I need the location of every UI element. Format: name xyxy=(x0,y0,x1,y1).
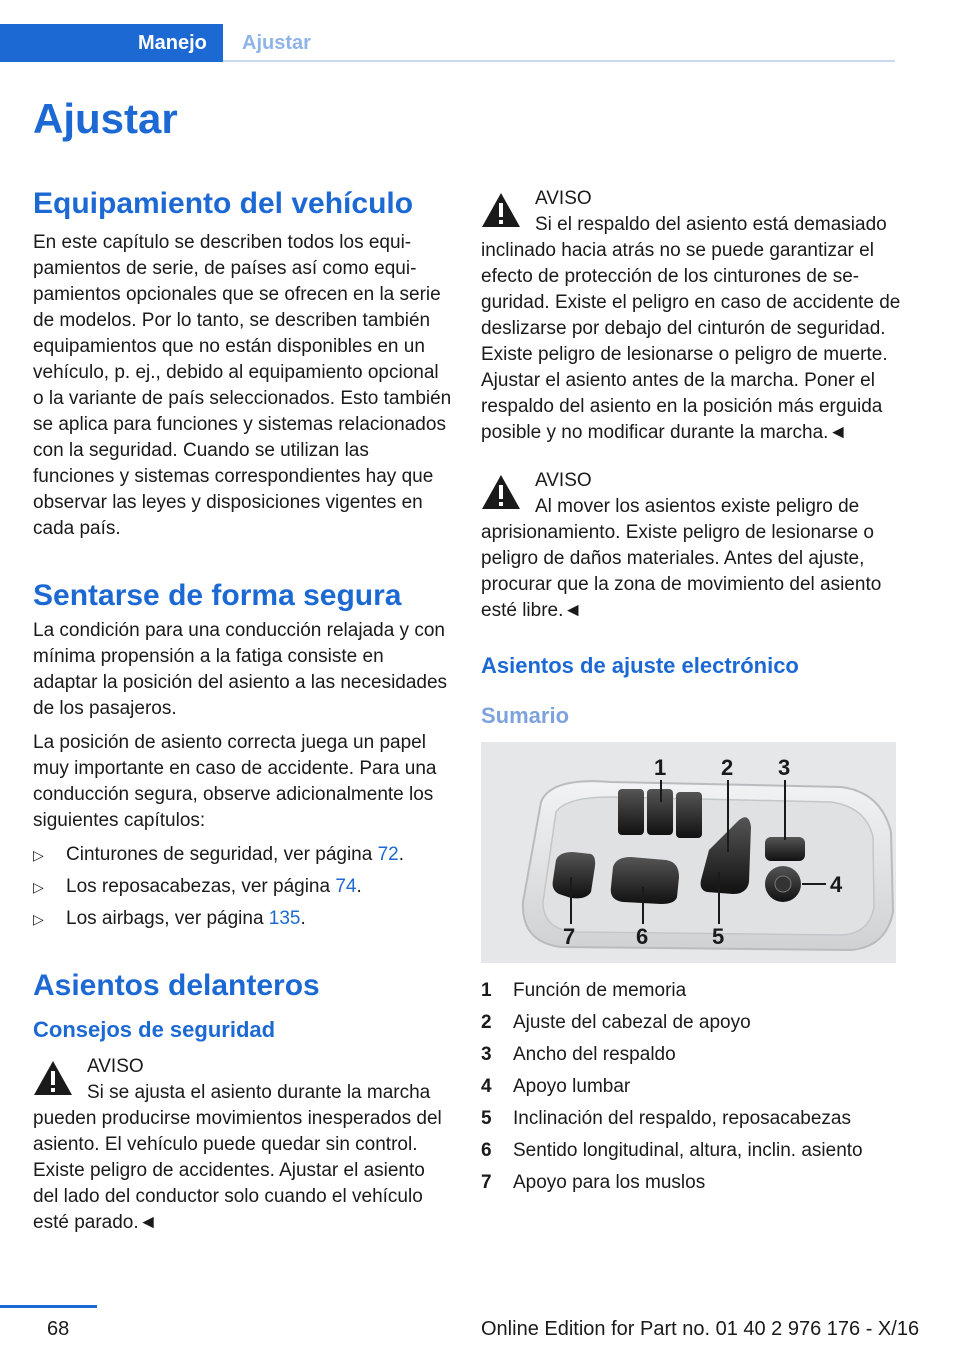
figure-legend xyxy=(481,975,901,1199)
legend-row: 6 Sentido longitudinal, altura, inclin. asiento xyxy=(481,1140,863,1161)
paragraph-sentarse-2: La posición de asiento correcta juega un papel muy importante en caso de accidente. Para una conducción segura, observe adicionalmente los siguientes capítulos: xyxy=(33,732,437,831)
seat-controls-figure xyxy=(481,742,896,963)
figure-callout: 7 xyxy=(563,924,576,949)
figure-callout: 5 xyxy=(712,924,725,949)
reference-list xyxy=(33,842,453,932)
heading-sumario: Sumario xyxy=(481,703,570,728)
legend-row: 5 Inclinación del respaldo, reposacabezas xyxy=(481,1108,851,1129)
figure-callout: 4 xyxy=(830,872,843,897)
triangle-bullet-icon: ▷ xyxy=(33,879,44,895)
seat-controls-illustration xyxy=(481,742,896,963)
warning-text: Si se ajusta el asiento durante la marcha pueden producirse movimientos inesperados del asiento. El vehículo puede quedar sin control. Existe peligro de accidentes. Ajustar el asiento del lado del conductor solo cuando el vehículo esté parado.◄ xyxy=(33,1082,442,1233)
heading-consejos: Consejos de seguridad xyxy=(33,1017,276,1042)
warning-block-2 xyxy=(481,186,901,446)
list-item: ▷ Los airbags, ver página 135. xyxy=(33,906,453,932)
warning-label: AVISO xyxy=(535,470,592,491)
list-item: ▷ Cinturones de seguridad, ver página 72. xyxy=(33,842,453,868)
list-item: ▷ Los reposacabezas, ver página 74. xyxy=(33,874,453,900)
page-link-74[interactable]: 74 xyxy=(335,876,357,897)
heading-electronic-seats: Asientos de ajuste electrónico xyxy=(481,653,799,678)
page-title: Ajustar xyxy=(33,95,178,142)
legend-row: 3 Ancho del respaldo xyxy=(481,1044,676,1065)
legend-row: 4 Apoyo lumbar xyxy=(481,1076,631,1097)
header-rule xyxy=(223,60,895,62)
warning-block-3 xyxy=(481,468,901,624)
page-link-135[interactable]: 135 xyxy=(268,908,301,929)
warning-block-1 xyxy=(33,1054,453,1236)
left-column xyxy=(33,186,453,1236)
figure-callout: 3 xyxy=(778,755,791,780)
warning-label: AVISO xyxy=(87,1056,144,1077)
warning-text: Si el respaldo del asiento está demasiado inclinado hacia atrás no se puede garantizar el efecto de protección de los cinturones de seguridad. Existe el peligro en caso de accidente de deslizarse por debajo del cinturón de seguridad. Existe peligro de lesionarse o peligro de muerte. Ajustar el asiento antes de la marcha. Poner el respaldo del asiento en la posición más erguida posible y no modificar durante la marcha.◄ xyxy=(481,214,901,443)
page-number: 68 xyxy=(47,1318,70,1340)
figure-callout: 2 xyxy=(721,755,734,780)
warning-triangle-icon xyxy=(33,1060,73,1096)
edition-footer: Online Edition for Part no. 01 40 2 976 176 - X/16 xyxy=(481,1318,920,1340)
page-link-72[interactable]: 72 xyxy=(377,844,399,865)
heading-asientos-delanteros: Asientos delanteros xyxy=(33,969,320,1002)
legend-row: 2 Ajuste del cabezal de apoyo xyxy=(481,1012,751,1033)
triangle-bullet-icon: ▷ xyxy=(33,847,44,863)
footer-rule xyxy=(0,1305,97,1308)
heading-sentarse: Sentarse de forma segura xyxy=(33,579,402,612)
header-tab-manejo[interactable]: Manejo xyxy=(138,32,207,54)
warning-triangle-icon xyxy=(481,192,521,228)
legend-row: 1 Función de memoria xyxy=(481,980,687,1001)
right-column xyxy=(481,186,901,1199)
paragraph-equipamiento: En este capítulo se describen todos los equipamientos de serie, de países así como equipamientos opcionales que se ofrecen en la serie de modelos. Por lo tanto, se describen también equipamientos que no están disponibles en un vehículo, p. ej., debido al equipamiento opcional o la variante de país seleccionados. Esto también se aplica para funciones y sistemas relacionados con la seguridad. Cuando se utilizan las funciones y sistemas correspondientes hay que observar las leyes y disposiciones vigentes en cada país. xyxy=(33,232,452,539)
warning-label: AVISO xyxy=(535,188,592,209)
triangle-bullet-icon: ▷ xyxy=(33,911,44,927)
figure-callout: 1 xyxy=(654,755,667,780)
paragraph-sentarse-1: La condición para una conducción relajada y con mínima propensión a la fatiga consiste en adaptar la posición del asiento a las necesidades de los pasajeros. xyxy=(33,620,448,719)
header-tab-ajustar[interactable]: Ajustar xyxy=(242,32,311,54)
legend-row: 7 Apoyo para los muslos xyxy=(481,1172,706,1193)
warning-triangle-icon xyxy=(481,474,521,510)
figure-callout: 6 xyxy=(636,924,649,949)
heading-equipamiento: Equipamiento del vehículo xyxy=(33,187,414,220)
running-header xyxy=(0,24,895,62)
warning-text: Al mover los asientos existe peligro de aprisionamiento. Existe peligro de lesionarse o peligro de daños materiales. Antes del ajuste, procurar que la zona de movimiento del asiento esté libre.◄ xyxy=(481,496,882,621)
